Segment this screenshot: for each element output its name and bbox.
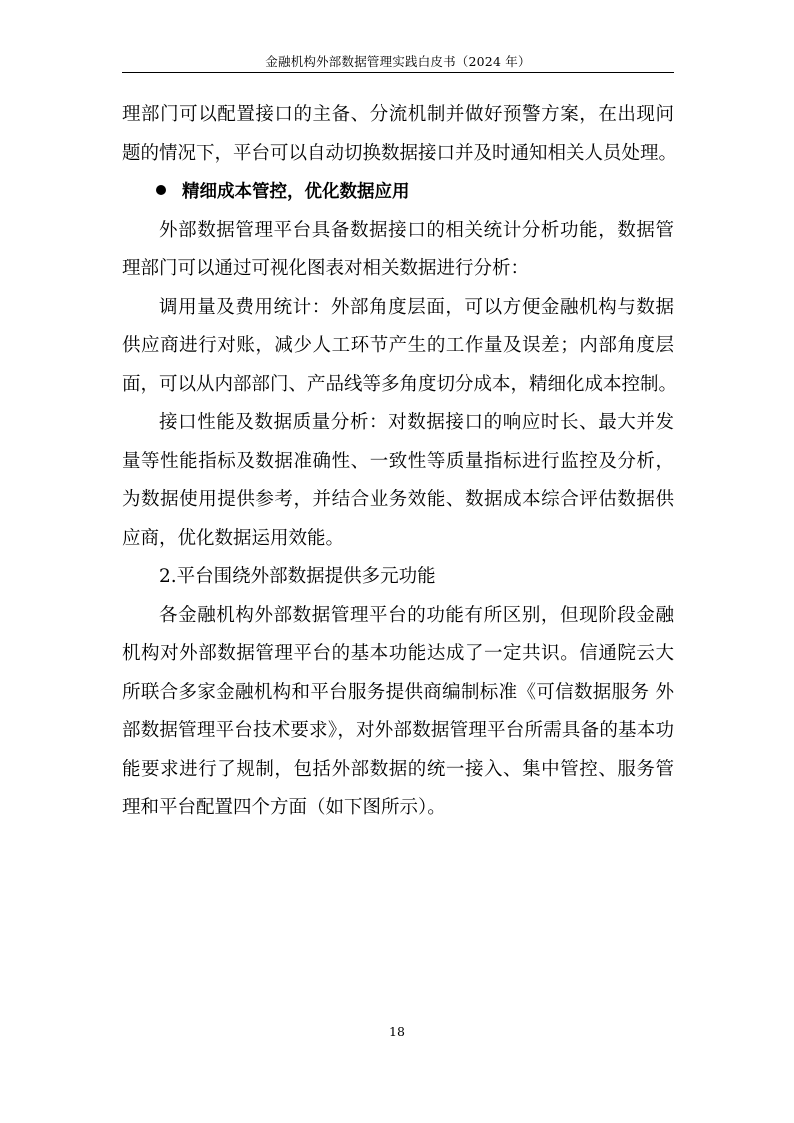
paragraph-line: 能要求进行了规制，包括外部数据的统一接入、集中管控、服务管: [122, 758, 674, 780]
paragraph-line: 理和平台配置四个方面（如下图所示）。: [122, 797, 446, 818]
bullet-heading: [122, 173, 674, 212]
paragraph-line: 调用量及费用统计：外部角度层面，可以方便金融机构与数据: [159, 296, 674, 318]
paragraph-line: 各金融机构外部数据管理平台的功能有所区别，但现阶段金融: [159, 604, 674, 626]
paragraph-line: 题的情况下，平台可以自动切换数据接口并及时通知相关人员处理。: [122, 142, 678, 164]
header-divider: [122, 72, 674, 73]
paragraph-line: 部数据管理平台技术要求》，对外部数据管理平台所需具备的基本功: [122, 720, 674, 741]
paragraph-performance-analysis: [122, 404, 674, 558]
paragraph-line: 外部数据管理平台具备数据接口的相关统计分析功能，数据管: [159, 219, 674, 241]
paragraph-line: 理部门可以通过可视化图表对相关数据进行分析：: [122, 258, 530, 279]
paragraph-line: 量等性能指标及数据准确性、一致性等质量指标进行监控及分析，: [122, 450, 674, 472]
paragraph-line: 为数据使用提供参考，并结合业务效能、数据成本综合评估数据供: [122, 489, 674, 510]
paragraph-line: 应商，优化数据运用效能。: [122, 527, 345, 549]
bullet-icon: [156, 185, 166, 195]
paragraph-platform-functions: [122, 597, 674, 828]
paragraph-statistics-intro: [122, 212, 674, 289]
paragraph-line: 理部门可以配置接口的主备、分流机制并做好预警方案，在出现问: [122, 104, 674, 125]
paragraph-line: 面，可以从内部部门、产品线等多角度切分成本，精细化成本控制。: [122, 373, 678, 395]
running-header: 金融机构外部数据管理实践白皮书（2024 年）: [265, 54, 531, 69]
section-heading: 2.平台围绕外部数据提供多元功能: [159, 566, 436, 587]
paragraph-line: 接口性能及数据质量分析：对数据接口的响应时长、最大并发: [159, 412, 674, 433]
paragraph-line: 机构对外部数据管理平台的基本功能达成了一定共识。信通院云大: [122, 643, 674, 664]
paragraph-cost-statistics: [122, 289, 678, 405]
bullet-heading-text: 精细成本管控，优化数据应用: [182, 182, 410, 202]
paragraph-line: 所联合多家金融机构和平台服务提供商编制标准《可信数据服务 外: [122, 681, 674, 703]
document-body: [122, 96, 678, 828]
paragraph-continued: [122, 96, 678, 173]
page-number: 18: [389, 1024, 405, 1039]
paragraph-line: 供应商进行对账，减少人工环节产生的工作量及误差；内部角度层: [122, 335, 674, 356]
